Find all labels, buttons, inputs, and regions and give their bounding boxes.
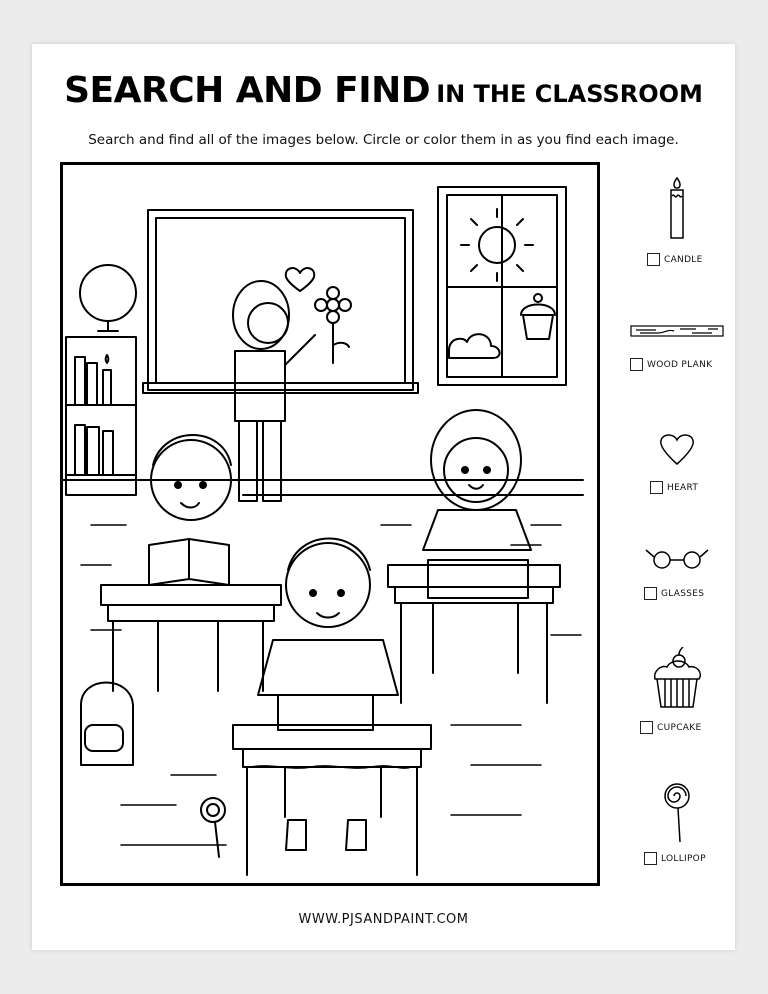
- heart-icon: [658, 432, 696, 466]
- girl-drawing: [423, 410, 531, 598]
- find-item-glasses-checkbox[interactable]: [644, 587, 704, 600]
- checkbox[interactable]: [644, 587, 657, 600]
- wood-plank-icon: [630, 324, 724, 338]
- classroom-scene: [60, 162, 600, 886]
- title-sub: IN THE CLASSROOM: [436, 80, 703, 108]
- checkbox[interactable]: [640, 721, 653, 734]
- blackboard: [143, 210, 418, 393]
- window: [438, 187, 566, 385]
- desk-center: [233, 725, 431, 875]
- desk-left: [101, 585, 281, 691]
- find-item-label: CUPCAKE: [657, 722, 702, 733]
- hidden-lollipop: [201, 798, 225, 857]
- glasses-icon: [644, 547, 710, 569]
- find-item-glasses: [622, 547, 732, 569]
- footer-website: WWW.PJSANDPAINT.COM: [298, 912, 469, 927]
- find-item-label: LOLLIPOP: [661, 853, 706, 864]
- find-item-heart: [622, 432, 732, 466]
- bookshelf: [66, 337, 136, 495]
- title-main: SEARCH AND FIND: [64, 70, 431, 111]
- instructions: Search and find all of the images below. Circle or color them in as you find each image.: [88, 132, 679, 148]
- lollipop-icon: [662, 782, 692, 844]
- cupcake-icon: [651, 647, 703, 709]
- find-item-cupcake: [622, 647, 732, 709]
- find-item-wood-plank-checkbox[interactable]: [630, 358, 712, 371]
- checkbox[interactable]: [647, 253, 660, 266]
- boy-reading: [149, 435, 231, 585]
- desk-right: [388, 565, 560, 703]
- worksheet: [32, 44, 735, 950]
- find-item-cupcake-checkbox[interactable]: [640, 721, 701, 734]
- find-item-candle-checkbox[interactable]: [647, 253, 703, 266]
- backpack: [81, 683, 133, 766]
- find-item-lollipop: [622, 782, 732, 844]
- checkbox[interactable]: [650, 481, 663, 494]
- find-item-label: CANDLE: [664, 254, 703, 265]
- find-item-label: GLASSES: [661, 588, 705, 599]
- find-item-label: WOOD PLANK: [647, 359, 713, 370]
- checkbox[interactable]: [644, 852, 657, 865]
- find-item-candle: [622, 176, 732, 241]
- boy-center: [258, 539, 398, 731]
- candle-icon: [667, 176, 687, 241]
- find-item-heart-checkbox[interactable]: [650, 481, 698, 494]
- page-title: [32, 70, 735, 111]
- checkbox[interactable]: [630, 358, 643, 371]
- find-item-lollipop-checkbox[interactable]: [644, 852, 706, 865]
- globe: [80, 265, 136, 337]
- find-item-wood-plank: [622, 324, 732, 338]
- find-item-label: HEART: [667, 482, 699, 493]
